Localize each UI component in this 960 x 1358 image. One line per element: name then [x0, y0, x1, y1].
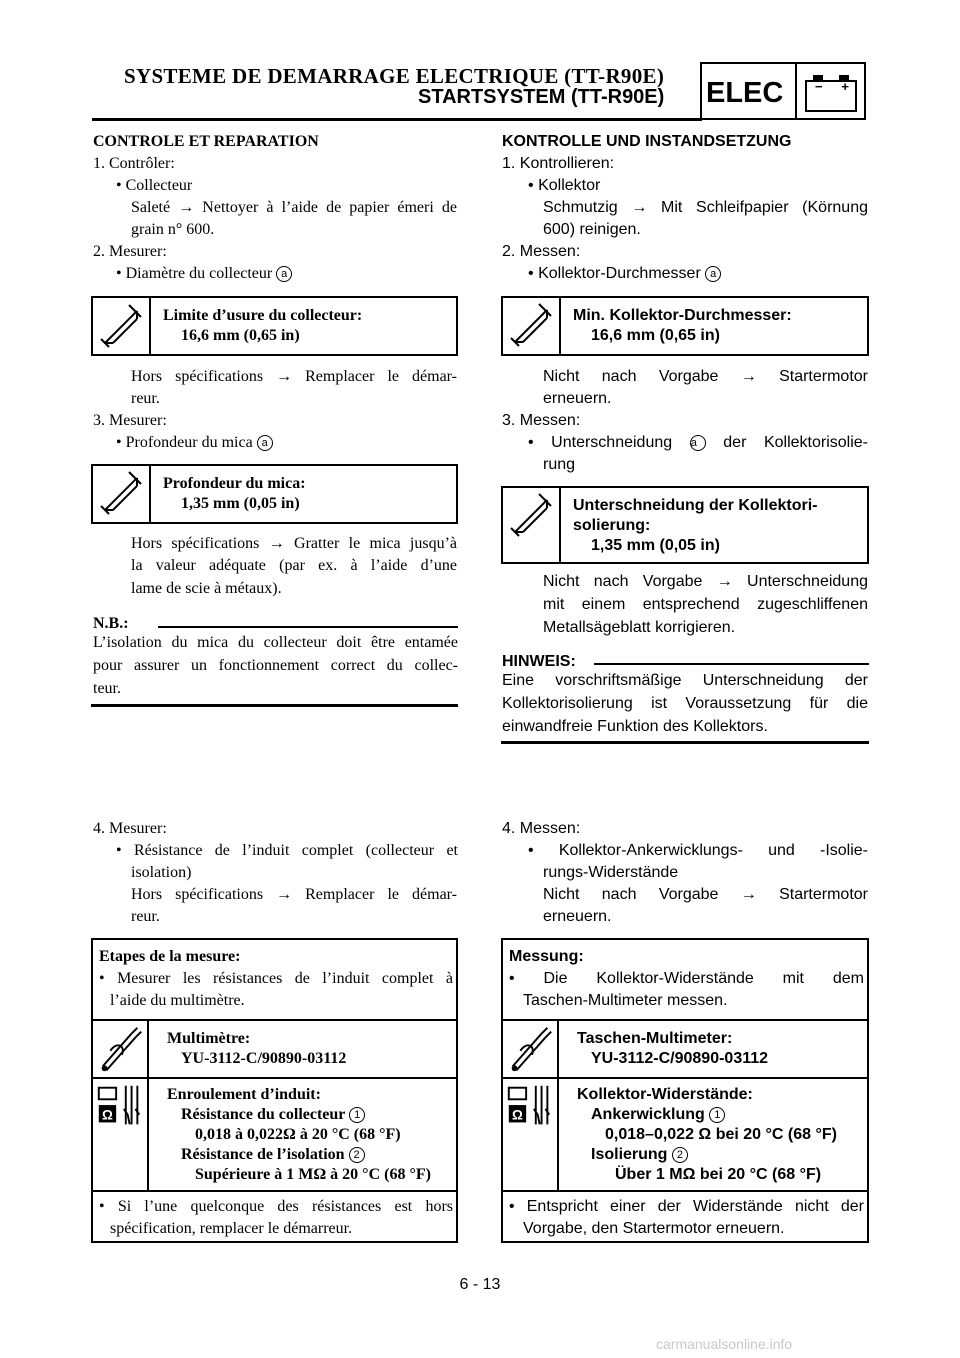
multimeter-icon: [503, 1021, 557, 1077]
step-1-item-de: • Kollektor: [528, 177, 601, 194]
heading-fr: CONTROLE ET REPARATION: [93, 133, 319, 150]
step-1-text-fr: grain n° 600.: [131, 221, 215, 238]
callout-2: 2: [349, 1147, 365, 1163]
note-label-fr: N.B.:: [93, 615, 129, 632]
table-header-fr: Etapes de la mesure: • Mesurer les résistances de l’induit complet à l’aide du multimètre.: [99, 948, 453, 1009]
spec-icon-cell: [503, 1079, 559, 1190]
step-2-result-fr: reur.: [131, 390, 160, 407]
step-3-item-de: • Unterschneidung a der Kollektorisolie-: [528, 434, 868, 451]
spec-box-mica-depth-fr: [91, 464, 458, 524]
spec-icon-cell: [93, 298, 151, 354]
spec-box-undercut-de: [501, 486, 869, 564]
resistance-icon: [503, 1079, 557, 1135]
table-row-tool-de: Taschen-Multimeter: YU-3112-C/90890-03112: [503, 1019, 867, 1077]
measurement-table-de: [501, 938, 869, 1243]
callout-1: 1: [709, 1107, 725, 1123]
step-3-result-de: Metallsägeblatt korrigieren.: [543, 619, 736, 636]
battery-icon: [805, 80, 857, 112]
step-2-fr: 2. Mesurer:: [93, 243, 167, 260]
step-2-item-de: • Kollektor-Durchmesser a: [528, 263, 721, 285]
page-number: 6 - 13: [459, 1276, 501, 1293]
step-4-result-fr: reur.: [131, 908, 160, 925]
step-2-result-fr: Hors spécifications → Remplacer le démar-: [131, 368, 457, 385]
step-3-result-fr: Hors spécifications → Gratter le mica jusqu’à: [131, 535, 457, 552]
step-4-item-de: rungs-Widerstände: [543, 864, 679, 881]
step-4-de: 4. Messen:: [502, 820, 581, 837]
step-3-item-de: rung: [543, 456, 576, 473]
step-4-result-fr: Hors spécifications → Remplacer le démar-: [131, 886, 457, 903]
note-text-de: Kollektorisolierung ist Voraussetzung für die: [502, 695, 868, 712]
step-1-text-fr: Saleté → Nettoyer à l’aide de papier émeri de: [131, 199, 457, 216]
step-2-result-de: Nicht nach Vorgabe → Startermotor: [543, 368, 868, 385]
step-2-result-de: erneuern.: [543, 390, 612, 407]
spec-icon-cell: [93, 1079, 149, 1190]
caliper-icon: [503, 298, 559, 354]
note-rule: [158, 626, 458, 628]
multimeter-icon: [93, 1021, 147, 1077]
callout-a: a: [705, 266, 721, 282]
section-tag-box: [700, 62, 866, 120]
step-2-de: 2. Messen:: [502, 243, 581, 260]
callout-2: 2: [672, 1147, 688, 1163]
note-end-rule: [91, 704, 458, 707]
watermark: carmanualsonline.info: [656, 1336, 793, 1352]
spec-icon-cell: [93, 466, 151, 522]
header-rule: [92, 118, 702, 121]
step-4-result-de: erneuern.: [543, 908, 612, 925]
step-3-fr: 3. Mesurer:: [93, 412, 167, 429]
step-3-de: 3. Messen:: [502, 412, 581, 429]
spec-box-wear-limit-fr: [91, 296, 458, 356]
spec-icon-cell: [503, 488, 561, 562]
step-3-result-de: Nicht nach Vorgabe → Unterschneidung: [543, 573, 868, 590]
section-tag: ELEC: [706, 77, 784, 109]
chapter-title-fr: SYSTEME DE DEMARRAGE ELECTRIQUE (TT-R90E): [124, 64, 665, 88]
caliper-icon: [93, 466, 149, 522]
spec-text: Limite d’usure du collecteur: 16,6 mm (0,65 in): [163, 307, 363, 344]
step-4-item-fr: isolation): [131, 864, 192, 881]
callout-a: a: [257, 435, 273, 451]
table-header-de: Messung: • Die Kollektor-Widerstände mit dem Taschen-Multimeter messen.: [509, 948, 864, 1009]
callout-1: 1: [349, 1107, 365, 1123]
note-end-rule: [501, 741, 869, 744]
battery-minus: −: [815, 79, 823, 94]
step-3-result-de: mit einem entsprechend zugeschliffenen: [543, 596, 868, 613]
step-3-item-fr: • Profondeur du mica a: [116, 432, 273, 454]
note-text-fr: L’isolation du mica du collecteur doit être entamée: [93, 634, 458, 651]
note-text-fr: pour assurer un fonctionnement correct du collec-: [93, 657, 458, 674]
step-2-item-fr: • Diamètre du collecteur a: [116, 263, 292, 285]
step-1-fr: 1. Contrôler:: [93, 155, 175, 172]
spec-icon-cell: [503, 1021, 559, 1077]
step-4-item-fr: • Résistance de l’induit complet (collecteur et: [116, 842, 459, 859]
note-rule: [594, 663, 869, 665]
step-4-item-de: • Kollektor-Ankerwicklungs- und -Isolie-: [528, 842, 869, 859]
step-1-item-fr: • Collecteur: [116, 177, 193, 194]
caliper-icon: [503, 488, 559, 544]
spec-text: Profondeur du mica: 1,35 mm (0,05 in): [163, 475, 306, 512]
step-1-de: 1. Kontrollieren:: [502, 155, 615, 172]
spec-icon-cell: [93, 1021, 149, 1077]
step-4-result-de: Nicht nach Vorgabe → Startermotor: [543, 886, 868, 903]
measurement-table-fr: [91, 938, 458, 1243]
spec-text: Unterschneidung der Kollektori- solierung: 1,35 mm (0,05 in): [573, 497, 818, 554]
chapter-title-de: STARTSYSTEM (TT-R90E): [418, 86, 665, 108]
note-text-fr: teur.: [93, 680, 121, 697]
callout-a: a: [276, 266, 292, 282]
caliper-icon: [93, 299, 149, 355]
note-label-de: HINWEIS:: [502, 653, 576, 670]
table-row-tool-fr: Multimètre: YU-3112-C/90890-03112: [93, 1019, 456, 1077]
heading-de: KONTROLLE UND INSTANDSETZUNG: [502, 133, 792, 150]
table-footer-de: • Entspricht einer der Widerstände nicht der Vorgabe, den Startermotor erneuern.: [503, 1190, 867, 1241]
resistance-icon: [93, 1079, 147, 1135]
step-3-result-fr: lame de scie à métaux).: [131, 580, 282, 597]
step-1-text-de: Schmutzig → Mit Schleifpapier (Körnung: [543, 199, 868, 216]
table-footer-fr: • Si l’une quelconque des résistances est hors spécification, remplacer le démarreur.: [93, 1190, 456, 1241]
step-3-result-fr: la valeur adéquate (par ex. à l’aide d’une: [131, 557, 457, 574]
callout-a: a: [690, 435, 706, 451]
battery-plus: +: [841, 79, 849, 94]
step-4-fr: 4. Mesurer:: [93, 820, 167, 837]
note-text-de: einwandfreie Funktion des Kollektors.: [502, 718, 768, 735]
note-text-de: Eine vorschriftsmäßige Unterschneidung der: [502, 672, 868, 689]
spec-text: Min. Kollektor-Durchmesser: 16,6 mm (0,65 in): [573, 307, 792, 344]
step-1-text-de: 600) reinigen.: [543, 221, 641, 238]
section-tag-divider: [795, 64, 797, 118]
spec-icon-cell: [503, 298, 561, 354]
table-row-resistance-de: Kollektor-Widerstände: Ankerwicklung 1 0,018–0,022 Ω bei 20 °C (68 °F) Isolierung 2 Über 1 MΩ bei 20 °C (68 °F): [503, 1077, 867, 1190]
spec-box-min-diameter-de: [501, 296, 869, 356]
table-row-resistance-fr: Enroulement d’induit: Résistance du collecteur 1 0,018 à 0,022Ω à 20 °C (68 °F) Résistance de l’isolation 2 Supérieure à 1 MΩ à 20 °C (68 °F): [93, 1077, 456, 1190]
